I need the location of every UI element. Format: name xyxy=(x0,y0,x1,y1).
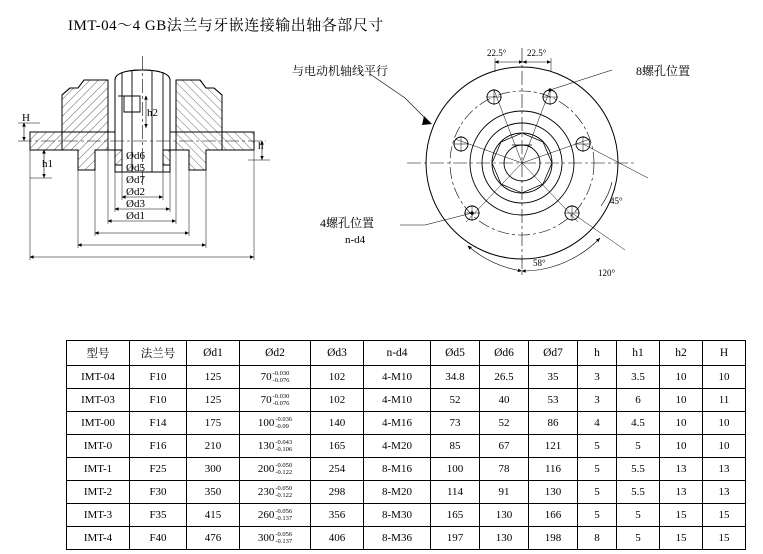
cell-d2-lower: -0.09 xyxy=(275,423,289,430)
cell-d3: 254 xyxy=(311,458,364,481)
cell-model: IMT-03 xyxy=(67,389,130,412)
cell-h: 3 xyxy=(578,389,617,412)
label-d7: Ød7 xyxy=(126,174,145,186)
column-header-h2: h2 xyxy=(660,341,703,366)
cell-d2-lower: -0.122 xyxy=(275,469,293,476)
cell-h: 5 xyxy=(578,481,617,504)
cell-d5: 52 xyxy=(431,389,480,412)
cell-nd4: 8-M30 xyxy=(364,504,431,527)
cell-h1: 5.5 xyxy=(617,481,660,504)
cell-d2-lower: -0.106 xyxy=(275,446,293,453)
cell-d2-upper: -0.056 xyxy=(275,507,293,515)
cell-d3: 102 xyxy=(311,389,364,412)
column-header-h: h xyxy=(578,341,617,366)
cell-h1: 5 xyxy=(617,527,660,550)
cell-d2 xyxy=(240,504,311,527)
label-d6: Ød6 xyxy=(126,150,145,162)
cell-h1: 4.5 xyxy=(617,412,660,435)
cell-d2-lower: -0.137 xyxy=(275,538,293,545)
cell-flange: F30 xyxy=(130,481,187,504)
cell-d1: 300 xyxy=(187,458,240,481)
cell-d6: 130 xyxy=(480,504,529,527)
cell-model: IMT-3 xyxy=(67,504,130,527)
label-angle-22-5-left: 22.5° xyxy=(487,48,507,58)
label-angle-45: 45° xyxy=(610,196,623,206)
cell-H: 10 xyxy=(703,412,746,435)
cell-d2-base: 100 xyxy=(257,416,275,429)
cell-d5: 34.8 xyxy=(431,366,480,389)
cell-h: 5 xyxy=(578,458,617,481)
cell-d2 xyxy=(240,435,311,458)
label-d2: Ød2 xyxy=(126,186,145,198)
cell-flange: F35 xyxy=(130,504,187,527)
cell-d5: 73 xyxy=(431,412,480,435)
cell-d5: 165 xyxy=(431,504,480,527)
cell-nd4: 4-M16 xyxy=(364,412,431,435)
table-row xyxy=(67,412,746,435)
cell-H: 13 xyxy=(703,481,746,504)
cell-d5: 197 xyxy=(431,527,480,550)
cell-h2: 10 xyxy=(660,366,703,389)
cell-model: IMT-00 xyxy=(67,412,130,435)
table-row xyxy=(67,527,746,550)
cell-nd4: 8-M36 xyxy=(364,527,431,550)
cell-d7: 121 xyxy=(529,435,578,458)
column-header-model: 型号 xyxy=(67,341,130,366)
cell-h1: 5 xyxy=(617,504,660,527)
label-n-d4: n-d4 xyxy=(345,234,366,246)
cell-d2 xyxy=(240,389,311,412)
cell-h: 4 xyxy=(578,412,617,435)
cell-nd4: 8-M16 xyxy=(364,458,431,481)
cell-d2-upper: -0.056 xyxy=(275,530,293,538)
label-angle-120: 120° xyxy=(598,268,616,278)
cell-h2: 15 xyxy=(660,504,703,527)
cell-h2: 15 xyxy=(660,527,703,550)
cell-d2-lower: -0.122 xyxy=(275,492,293,499)
table-row xyxy=(67,481,746,504)
cell-d1: 415 xyxy=(187,504,240,527)
cell-flange: F14 xyxy=(130,412,187,435)
cell-d2-base: 230 xyxy=(257,485,275,498)
cell-d7: 53 xyxy=(529,389,578,412)
column-header-nd4: n-d4 xyxy=(364,341,431,366)
cell-d6: 91 xyxy=(480,481,529,504)
label-d1: Ød1 xyxy=(126,210,145,222)
table-row xyxy=(67,458,746,481)
cell-d2 xyxy=(240,481,311,504)
cell-nd4: 4-M20 xyxy=(364,435,431,458)
cell-flange: F16 xyxy=(130,435,187,458)
label-h: h xyxy=(258,140,264,152)
cell-d2-upper: -0.043 xyxy=(275,438,293,446)
cell-H: 13 xyxy=(703,458,746,481)
cell-h2: 10 xyxy=(660,412,703,435)
cell-d2 xyxy=(240,458,311,481)
cell-d2-base: 200 xyxy=(257,462,275,475)
cell-d6: 67 xyxy=(480,435,529,458)
cell-d2-lower: -0.137 xyxy=(275,515,293,522)
cell-h1: 6 xyxy=(617,389,660,412)
label-h1: h1 xyxy=(42,158,53,170)
cell-d3: 140 xyxy=(311,412,364,435)
label-eight-hole-position: 8螺孔位置 xyxy=(636,64,691,78)
cell-h: 3 xyxy=(578,366,617,389)
column-header-d2: Ød2 xyxy=(240,341,311,366)
cell-d3: 298 xyxy=(311,481,364,504)
cell-d1: 210 xyxy=(187,435,240,458)
cell-flange: F25 xyxy=(130,458,187,481)
cell-h1: 5 xyxy=(617,435,660,458)
cell-d3: 102 xyxy=(311,366,364,389)
cell-H: 15 xyxy=(703,527,746,550)
table-row xyxy=(67,435,746,458)
cell-model: IMT-0 xyxy=(67,435,130,458)
cell-d6: 130 xyxy=(480,527,529,550)
cell-d2-upper: -0.050 xyxy=(275,484,293,492)
column-header-d6: Ød6 xyxy=(480,341,529,366)
cell-d5: 114 xyxy=(431,481,480,504)
cell-d2-base: 300 xyxy=(257,531,275,544)
column-header-d5: Ød5 xyxy=(431,341,480,366)
cell-h2: 10 xyxy=(660,389,703,412)
cell-flange: F10 xyxy=(130,389,187,412)
cell-d5: 85 xyxy=(431,435,480,458)
table-row xyxy=(67,366,746,389)
cell-d2-upper: -0.050 xyxy=(275,461,293,469)
cell-d2-upper: -0.030 xyxy=(272,369,290,377)
cell-H: 15 xyxy=(703,504,746,527)
cell-flange: F10 xyxy=(130,366,187,389)
label-h2: h2 xyxy=(147,107,158,119)
column-header-d7: Ød7 xyxy=(529,341,578,366)
cell-d6: 78 xyxy=(480,458,529,481)
cell-d6: 26.5 xyxy=(480,366,529,389)
cell-h2: 10 xyxy=(660,435,703,458)
cell-model: IMT-04 xyxy=(67,366,130,389)
table-row xyxy=(67,504,746,527)
cell-d1: 350 xyxy=(187,481,240,504)
cell-d2-lower: -0.076 xyxy=(272,400,290,407)
label-four-hole-position: 4螺孔位置 xyxy=(320,216,375,230)
cell-d2-upper: -0.030 xyxy=(272,392,290,400)
cell-d2-base: 70 xyxy=(260,370,272,383)
label-angle-22-5-right: 22.5° xyxy=(527,48,547,58)
cell-d6: 40 xyxy=(480,389,529,412)
cell-d2 xyxy=(240,412,311,435)
cell-h1: 5.5 xyxy=(617,458,660,481)
column-header-flange: 法兰号 xyxy=(130,341,187,366)
table-header-row xyxy=(67,341,746,366)
label-d5: Ød5 xyxy=(126,162,145,174)
cell-h2: 13 xyxy=(660,458,703,481)
cell-d7: 166 xyxy=(529,504,578,527)
column-header-h1: h1 xyxy=(617,341,660,366)
cell-d1: 175 xyxy=(187,412,240,435)
column-header-H: H xyxy=(703,341,746,366)
cell-nd4: 8-M20 xyxy=(364,481,431,504)
cell-d2-base: 130 xyxy=(257,439,275,452)
cell-d3: 165 xyxy=(311,435,364,458)
cell-H: 10 xyxy=(703,435,746,458)
cell-d5: 100 xyxy=(431,458,480,481)
cell-d2-lower: -0.076 xyxy=(272,377,290,384)
cell-H: 11 xyxy=(703,389,746,412)
label-d3: Ød3 xyxy=(126,198,145,210)
cell-d6: 52 xyxy=(480,412,529,435)
cell-h: 5 xyxy=(578,504,617,527)
cell-h: 5 xyxy=(578,435,617,458)
cell-model: IMT-1 xyxy=(67,458,130,481)
label-parallel-note: 与电动机轴线平行 xyxy=(292,64,389,78)
cell-d7: 35 xyxy=(529,366,578,389)
cell-flange: F40 xyxy=(130,527,187,550)
column-header-d1: Ød1 xyxy=(187,341,240,366)
cell-H: 10 xyxy=(703,366,746,389)
cell-d3: 406 xyxy=(311,527,364,550)
cell-nd4: 4-M10 xyxy=(364,366,431,389)
cell-d7: 130 xyxy=(529,481,578,504)
table-row xyxy=(67,389,746,412)
page-title: IMT-04～4 GB法兰与牙嵌连接输出轴各部尺寸 xyxy=(68,18,384,34)
cell-d2 xyxy=(240,527,311,550)
label-H: H xyxy=(22,112,30,124)
cell-d7: 86 xyxy=(529,412,578,435)
cell-d2 xyxy=(240,366,311,389)
cell-d1: 476 xyxy=(187,527,240,550)
cell-d2-base: 260 xyxy=(257,508,275,521)
cell-d7: 116 xyxy=(529,458,578,481)
dimensions-table xyxy=(66,340,746,550)
cell-d1: 125 xyxy=(187,366,240,389)
column-header-d3: Ød3 xyxy=(311,341,364,366)
cell-d7: 198 xyxy=(529,527,578,550)
cell-h: 8 xyxy=(578,527,617,550)
cell-h1: 3.5 xyxy=(617,366,660,389)
cell-d2-base: 70 xyxy=(260,393,272,406)
cell-nd4: 4-M10 xyxy=(364,389,431,412)
cell-d1: 125 xyxy=(187,389,240,412)
cell-d2-upper: -0.036 xyxy=(275,415,293,423)
label-angle-58: 58° xyxy=(533,258,546,268)
cell-model: IMT-4 xyxy=(67,527,130,550)
cell-model: IMT-2 xyxy=(67,481,130,504)
cell-h2: 13 xyxy=(660,481,703,504)
cell-d3: 356 xyxy=(311,504,364,527)
